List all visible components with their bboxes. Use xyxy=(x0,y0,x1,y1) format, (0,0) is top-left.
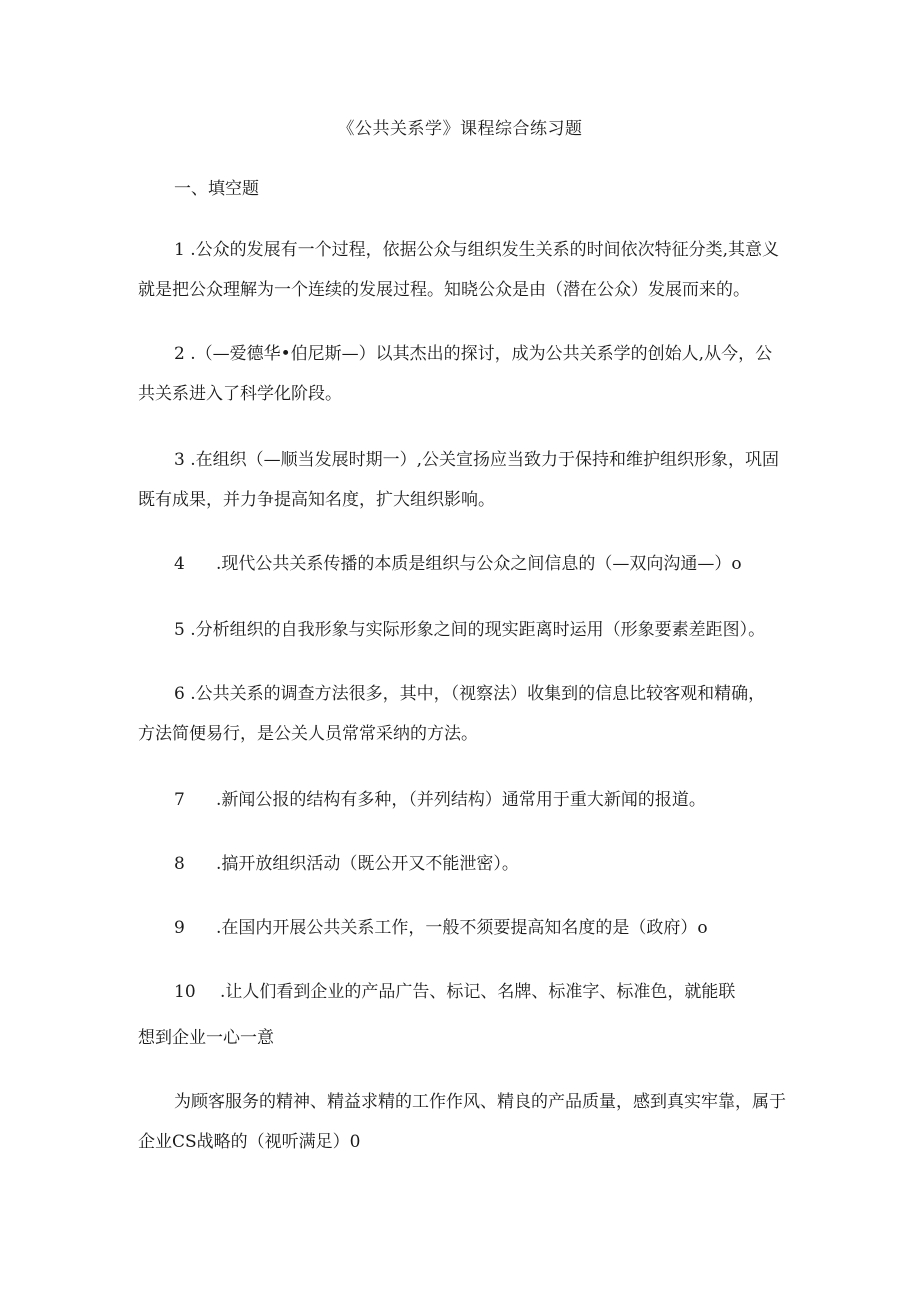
question-item-7 xyxy=(138,780,798,820)
question-text: .新闻公报的结构有多种，（并列结构）通常用于重大新闻的报道。 xyxy=(216,790,706,810)
question-item-3 xyxy=(138,440,798,520)
paragraph-text: 为顾客服务的精神、精益求精的工作作风、精良的产品质量，感到真实牢靠，属于 xyxy=(174,1092,786,1112)
paragraph-text: 企业CS战略的（视听满足）0 xyxy=(138,1132,361,1152)
question-text: 既有成果，并力争提高知名度，扩大组织影响。 xyxy=(138,490,495,510)
question-number: 5 xyxy=(174,620,185,640)
question-number: 6 xyxy=(174,684,185,704)
question-text: .公共关系的调查方法很多，其中，（视察法）收集到的信息比较客观和精确， xyxy=(190,684,766,704)
question-text: 方法简便易行，是公关人员常常采纳的方法。 xyxy=(138,724,478,744)
question-text: .搞开放组织活动（既公开又不能泄密）。 xyxy=(216,854,519,874)
question-item-10 xyxy=(138,972,798,1058)
question-number: 4 xyxy=(174,554,185,574)
question-item-2 xyxy=(138,334,798,414)
document-title: 《公共关系学》课程综合练习题 xyxy=(337,119,583,139)
continuation-paragraph xyxy=(138,1082,798,1162)
question-text: .在组织（—顺当发展时期一）,公关宣扬应当致力于保持和维护组织形象，巩固 xyxy=(190,450,780,470)
question-text: .公众的发展有一个过程，依据公众与组织发生关系的时间依次特征分类,其意义 xyxy=(190,240,780,260)
question-item-9 xyxy=(138,908,798,948)
question-text: .在国内开展公共关系工作，一般不须要提高知名度的是（政府）o xyxy=(216,918,708,938)
question-text: 就是把公众理解为一个连续的发展过程。知晓公众是由（潜在公众）发展而来的。 xyxy=(138,280,750,300)
question-item-1 xyxy=(138,230,798,310)
question-item-8 xyxy=(138,844,798,884)
question-text: .现代公共关系传播的本质是组织与公众之间信息的（—双向沟通—）o xyxy=(216,554,742,574)
question-text: 共关系进入了科学化阶段。 xyxy=(138,384,342,404)
section-heading: 一、填空题 xyxy=(174,179,259,199)
question-text: .（—爱德华•伯尼斯—）以其杰出的探讨，成为公共关系学的创始人,从今，公 xyxy=(190,344,773,364)
question-text: 想到企业一心一意 xyxy=(138,1028,274,1048)
question-item-6 xyxy=(138,674,798,754)
question-item-5 xyxy=(138,610,798,650)
question-number: 7 xyxy=(174,790,185,810)
question-number: 9 xyxy=(174,918,185,938)
question-number: 8 xyxy=(174,854,185,874)
question-text: .分析组织的自我形象与实际形象之间的现实距离时运用（形象要素差距图）。 xyxy=(190,620,766,640)
question-number: 2 xyxy=(174,344,185,364)
question-item-4 xyxy=(138,544,798,584)
question-number: 10 xyxy=(174,982,196,1002)
question-number: 1 xyxy=(174,240,185,260)
question-text: .让人们看到企业的产品广告、标记、名牌、标准字、标准色，就能联 xyxy=(220,982,736,1002)
question-number: 3 xyxy=(174,450,185,470)
